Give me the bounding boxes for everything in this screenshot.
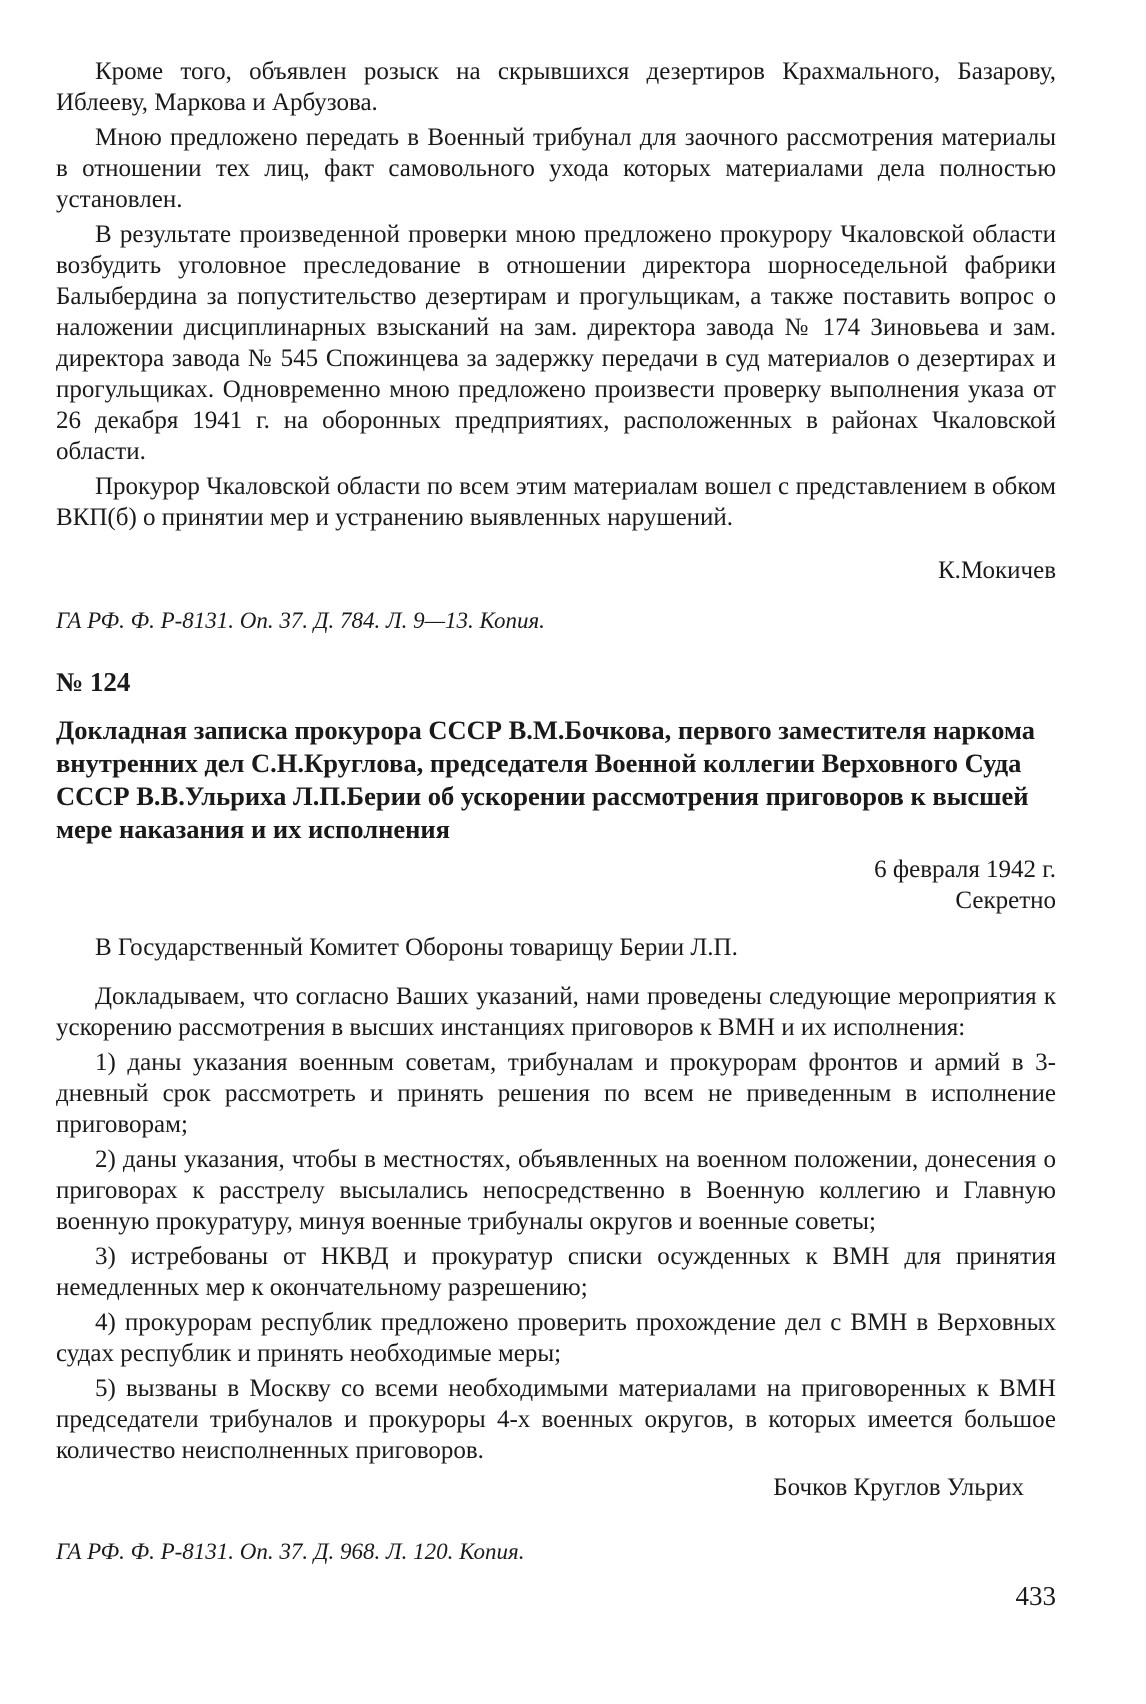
paragraph-inspection-results: В результате произведенной проверки мною предложено прокурору Чкаловской области возбудить уголовное преследование в отношении директора шорноседельной фабрики Балыбердина за попустительство дезертирам и прогульщикам, а также поставить вопрос о наложении дисциплинарных взысканий на зам. директора завода № 174 Зиновьева и зам. директора завода № 545 Спожинцева за задержку передачи в суд материалов о дезертирах и прогульщиках. Одновременно мною предложено произвести проверку выполнения указа от 26 декабря 1941 г. на оборонных предприятиях, расположенных в районах Чкаловской области. xyxy=(56,221,1056,465)
document-date: 6 февраля 1942 г. xyxy=(874,856,1056,883)
measure-item-5: 5) вызваны в Москву со всеми необходимыми материалами на приговоренных к ВМН председатели трибуналов и прокуроры 4-х военных округов, в которых имеется большое количество неисполненных приговоров. xyxy=(56,1375,1056,1464)
paragraph-tribunal-proposal: Мною предложено передать в Военный трибунал для заочного рассмотрения материалы в отношении тех лиц, факт самовольного ухода которых материалами дела полностью установлен. xyxy=(56,124,1056,213)
measure-item-3: 3) истребованы от НКВД и прокуратур списки осужденных к ВМН для принятия немедленных мер к окончательному разрешению; xyxy=(56,1243,1056,1301)
signatures-line: Бочков Круглов Ульрих xyxy=(773,1474,1024,1501)
archive-citation-2: ГА РФ. Ф. Р-8131. Оп. 37. Д. 968. Л. 120. Копия. xyxy=(56,1539,525,1564)
document-page xyxy=(56,56,1056,1567)
measure-item-4: 4) прокурорам республик предложено проверить прохождение дел с ВМН в Верховных судах республик и принять необходимые меры; xyxy=(56,1309,1056,1367)
document-title: Докладная записка прокурора СССР В.М.Бочкова, первого заместителя наркома внутренних дел С.Н.Круглова, председателя Военной коллегии Верховного Суда СССР В.В.Ульриха Л.П.Берии об ускорении рассмотрения приговоров к высшей мере наказания и их исполнения xyxy=(56,715,1035,844)
document-number: № 124 xyxy=(56,667,131,697)
measure-item-2: 2) даны указания, чтобы в местностях, объявленных на военном положении, донесения о приговорах к расстрелу высылались непосредственно в Военную коллегию и Главную военную прокуратуру, минуя военные трибуналы округов и военные советы; xyxy=(56,1146,1056,1235)
measure-item-1: 1) даны указания военным советам, трибуналам и прокурорам фронтов и армий в 3-дневный срок рассмотреть и принять решения по всем не приведенным в исполнение приговорам; xyxy=(56,1049,1056,1138)
signature-mokichev: К.Мокичев xyxy=(937,557,1056,584)
addressee-line: В Государственный Комитет Обороны товарищу Берии Л.П. xyxy=(95,934,738,961)
paragraph-prosecutor-submission: Прокурор Чкаловской области по всем этим материалам вошел с представлением в обком ВКП(б) о принятии мер и устранению выявленных нарушений. xyxy=(56,473,1056,531)
report-intro: Докладываем, что согласно Ваших указаний, нами проведены следующие мероприятия к ускорению рассмотрения в высших инстанциях приговоров к ВМН и их исполнения: xyxy=(56,983,1056,1041)
paragraph-deserters-search: Кроме того, объявлен розыск на скрывшихся дезертиров Крахмального, Базарову, Иблееву, Маркова и Арбузова. xyxy=(56,58,1056,116)
classification-stamp: Секретно xyxy=(955,887,1056,914)
date-block xyxy=(56,854,1056,916)
page-number: 433 xyxy=(1015,1581,1056,1611)
archive-citation-1: ГА РФ. Ф. Р-8131. Оп. 37. Д. 784. Л. 9—13. Копия. xyxy=(56,608,545,633)
